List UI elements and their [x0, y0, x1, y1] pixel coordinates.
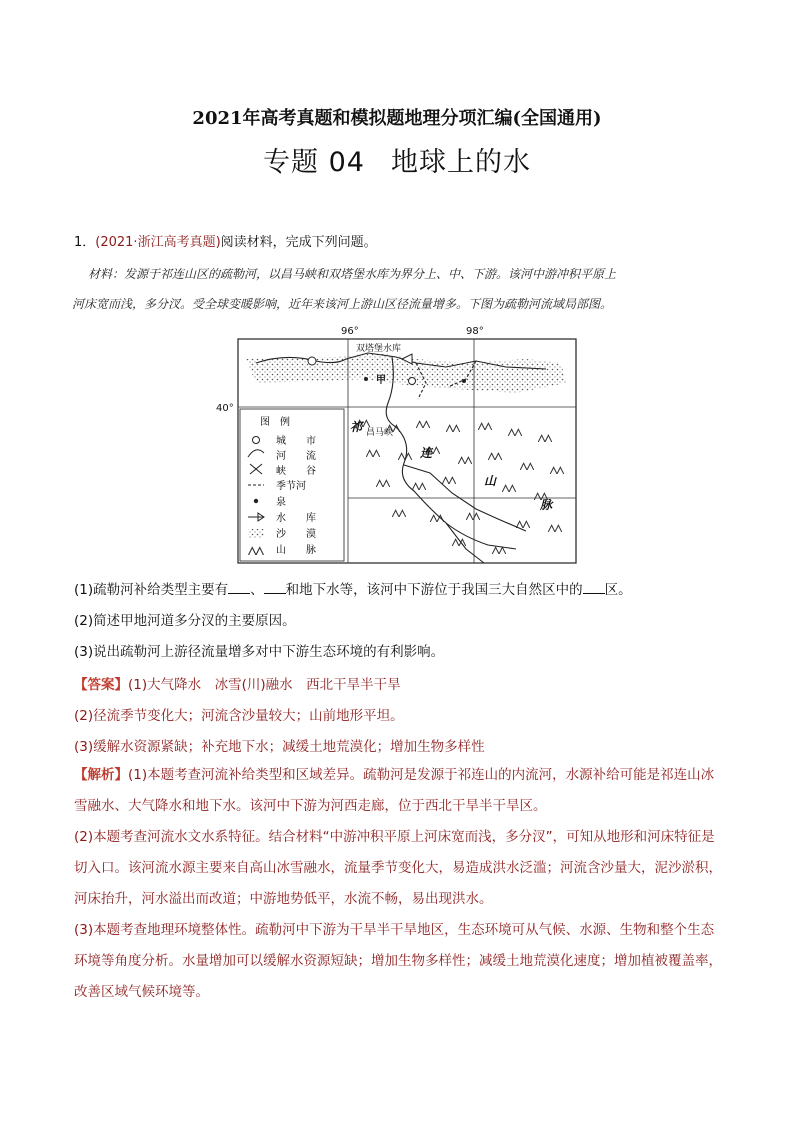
legend-label: 泉: [276, 497, 286, 508]
spring-marker: [462, 379, 466, 383]
legend-desert-icon: [248, 529, 264, 538]
answer-text-1: (1)大气降水 冰雪(川)融水 西北干旱半干旱: [128, 677, 401, 693]
legend-title: 图 例: [260, 417, 290, 428]
changmaxia-label: 昌马峡: [366, 428, 394, 438]
analysis-block: [74, 760, 724, 1008]
jia-label: 甲: [376, 375, 386, 386]
reservoir-label: 双塔堡水库: [356, 344, 402, 354]
lian-label: 连: [420, 446, 433, 460]
legend-label: 季节河: [276, 481, 306, 492]
question-source: (2021·浙江高考真题): [95, 235, 221, 250]
city-marker: [308, 357, 316, 365]
material-text: [72, 259, 728, 319]
shan-label: 山: [484, 474, 497, 488]
material-line-1: 材料：发源于祁连山区的疏勒河，以昌马峡和双塔堡水库为界分上、中、下游。该河中游冲积平原上: [88, 267, 617, 281]
analysis-para-1: [74, 760, 724, 822]
question-instruction: 阅读材料，完成下列问题。: [220, 235, 377, 250]
spring-marker: [364, 377, 368, 381]
legend-label: 河 流: [276, 451, 316, 462]
answer-blank: [583, 581, 605, 594]
topic-number: 专题 04: [263, 147, 365, 178]
answer-line-2: (2)径流季节变化大；河流含沙量较大；山前地形平坦。: [74, 708, 404, 724]
document-title: 2021年高考真题和模拟题地理分项汇编(全国通用): [192, 108, 602, 129]
question-header: [74, 231, 377, 250]
answer-blank: [264, 581, 286, 594]
lon-96-label: 96°: [341, 326, 359, 337]
legend-label: 峡 谷: [276, 466, 316, 477]
sub1-text-a: (1)疏勒河补给类型主要有: [74, 582, 229, 598]
legend-label: 沙 漠: [276, 529, 316, 540]
answer-blank: [228, 581, 250, 594]
legend-label: 山 脉: [276, 545, 316, 556]
topic-name: 地球上的水: [390, 147, 531, 178]
question-number: 1．: [74, 235, 96, 250]
lon-98-label: 98°: [466, 326, 484, 337]
material-line-2: 河床宽而浅，多分汊。受全球变暖影响，近年来该河上游山区径流量增多。下图为疏勒河流域局部图。: [72, 297, 613, 311]
answer-line-3: (3)缓解水资源紧缺；补充地下水；减缓土地荒漠化；增加生物多样性: [74, 739, 485, 755]
sub-question-3: (3)说出疏勒河上游径流量增多对中下游生态环境的有利影响。: [74, 644, 445, 660]
sub-question-2: (2)简述甲地河道多分汊的主要原因。: [74, 613, 296, 629]
lat-40-label: 40°: [216, 403, 234, 414]
analysis-para-2: (2)本题考查河流水文水系特征。结合材料“中游冲积平原上河床宽而浅，多分汊”，可知从地形和河床特征是切入口。该河流水源主要来自高山冰雪融水，流量季节变化大，易造成洪水泛滥；河流含沙量大，泥沙淤积，河床抬升，河水溢出而改道；中游地势低平，水流不畅，易出现洪水。: [74, 829, 722, 907]
analysis-para-3: (3)本题考查地理环境整体性。疏勒河中下游为干旱半干旱地区，生态环境可从气候、水源、生物和整个生态环境等角度分析。水量增加可以缓解水资源短缺；增加生物多样性；减缓土地荒漠化速度；增加植被覆盖率，改善区域气候环境等。: [74, 922, 722, 1000]
topic-heading: [0, 140, 794, 179]
shule-river-map: [216, 323, 578, 569]
legend-label: 城 市: [276, 436, 316, 447]
sub1-text-c: 区。: [604, 582, 632, 598]
map-legend: [240, 409, 344, 561]
sub1-separator: 、: [250, 582, 264, 598]
mai-label: 脉: [540, 498, 553, 512]
analysis-text-1: (1)本题考查河流补给类型和区域差异。疏勒河是发源于祁连山的内流河，水源补给可能是祁连山冰雪融水、大气降水和地下水。该河中下游为河西走廊，位于西北干旱半干旱区。: [74, 767, 715, 814]
sub1-text-b: 和地下水等，该河中下游位于我国三大自然区中的: [285, 582, 583, 598]
analysis-tag: 【解析】: [74, 767, 128, 783]
qi-label: 祁: [350, 420, 363, 434]
sub-question-1: [74, 578, 632, 598]
legend-label: 水 库: [276, 513, 316, 524]
city-marker: [409, 378, 416, 385]
answer-tag: 【答案】: [74, 677, 128, 693]
legend-spring-icon: [254, 499, 258, 503]
legend-city-icon: [253, 437, 260, 444]
answer-line-1: [74, 673, 401, 693]
